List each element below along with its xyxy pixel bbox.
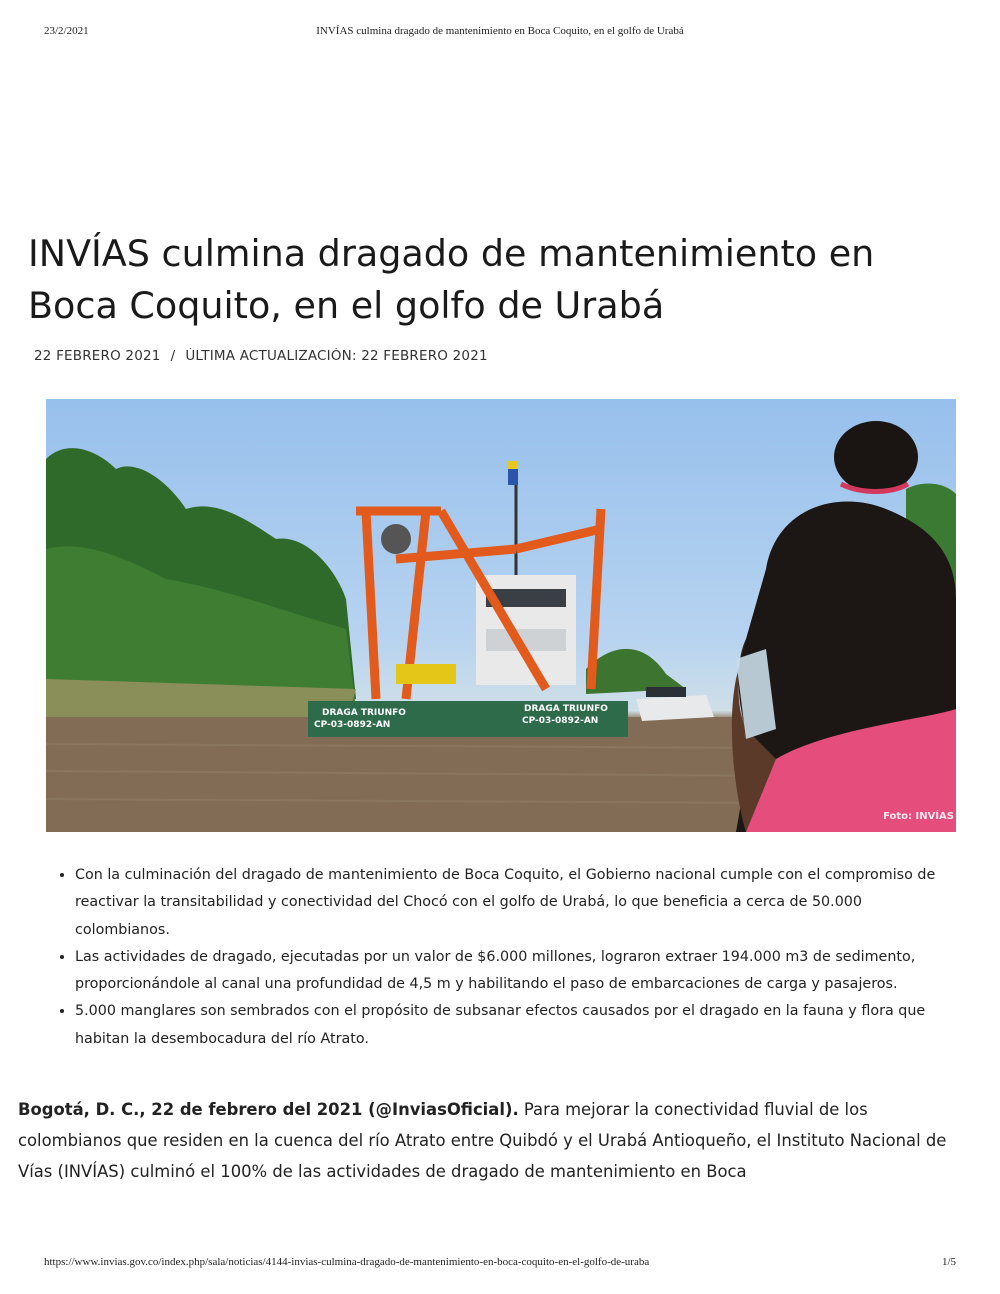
dredge-label-2: DRAGA TRIUNFO	[524, 704, 608, 714]
article-title-line-1: INVÍAS culmina dragado de mantenimiento en	[28, 232, 875, 275]
meta-separator: /	[170, 348, 176, 364]
dredge-label-1: DRAGA TRIUNFO	[322, 708, 406, 718]
dredge-photo	[46, 399, 956, 832]
print-date: 23/2/2021	[44, 25, 89, 37]
published-date: 22 FEBRERO 2021	[34, 348, 161, 364]
photo-credit: Foto: INVÍAS	[883, 811, 954, 822]
article-highlights	[46, 862, 956, 1080]
article-body-text: Para mejorar la conectividad fluvial de los colombianos que residen en la cuenca del río Atrato entre Quibdó y el Urabá Antioqueño, el Instituto Nacional de Vías (INVÍAS) culminó el 100% de las actividades de dragado de mantenimiento en Boca	[18, 1100, 947, 1181]
article-lead: Bogotá, D. C., 22 de febrero del 2021 (@InviasOficial).	[18, 1100, 519, 1119]
highlight-item: • Las actividades de dragado, ejecutadas por un valor de $6.000 millones, lograron extraer 194.000 m3 de sedimento, proporcionándole al canal una profundidad de 4,5 m y habilitando el paso de embarcaciones de carga y pasajeros.	[75, 944, 956, 999]
small-boat	[636, 695, 714, 721]
dredge-code-1: CP-03-0892-AN	[314, 720, 391, 730]
highlight-item: • Con la culminación del dragado de mantenimiento de Boca Coquito, el Gobierno nacional cumple con el compromiso de reactivar la transitabilidad y conectividad del Chocó con el golfo de Urabá, lo que beneficia a cerca de 50.000 colombianos.	[75, 862, 956, 944]
print-page-number: 1/5	[941, 1256, 956, 1268]
article-body	[18, 1094, 956, 1190]
print-footer	[44, 1256, 956, 1270]
article-hero-image	[46, 399, 956, 832]
article-title	[28, 228, 958, 338]
updated-date: ÚLTIMA ACTUALIZACIÓN: 22 FEBRERO 2021	[185, 348, 488, 364]
print-url: https://www.invias.gov.co/index.php/sala/noticias/4144-invias-culmina-dragado-de-mantenimiento-en-boca-coquito-en-el-golfo-de-uraba	[44, 1256, 650, 1268]
yellow-machinery	[396, 664, 456, 684]
print-header	[44, 25, 956, 39]
print-page-title: INVÍAS culmina dragado de mantenimiento en Boca Coquito, en el golfo de Urabá	[316, 25, 684, 37]
hair-bun	[834, 421, 918, 493]
winch	[381, 524, 411, 554]
article-title-line-2: Boca Coquito, en el golfo de Urabá	[28, 284, 665, 327]
article-meta	[34, 348, 934, 370]
dredge-code-2: CP-03-0892-AN	[522, 716, 599, 726]
highlight-item: • 5.000 manglares son sembrados con el propósito de subsanar efectos causados por el dragado en la fauna y flora que habitan la desembocadura del río Atrato.	[75, 998, 956, 1053]
